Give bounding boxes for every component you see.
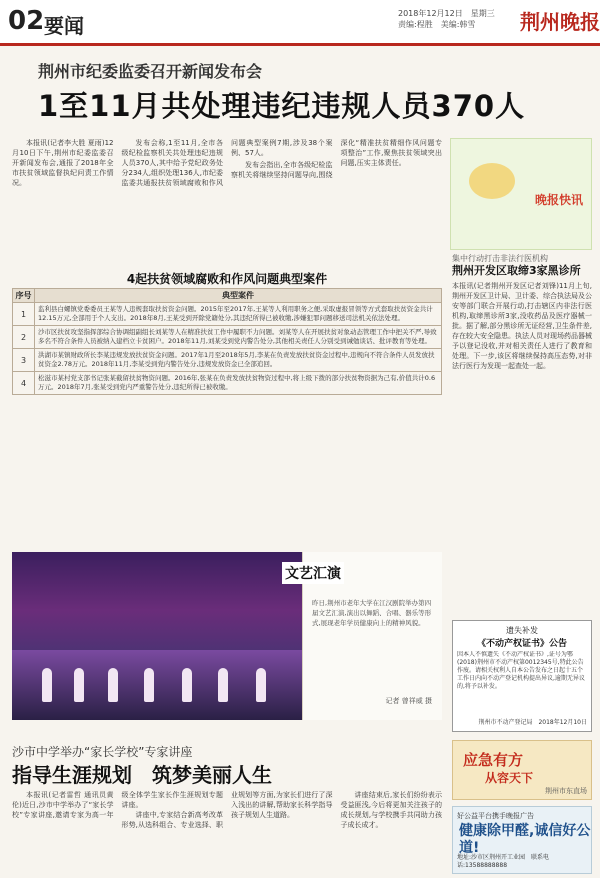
row-number: 4 (13, 372, 35, 395)
table-row (13, 349, 442, 372)
row-text: 松滋市某村党支部书记张某截留扶贫物资问题。2016年,张某在负责发放扶贫物资过程中,将上级下拨的部分扶贫物资据为己有,价值共计0.6万元。2018年7月,张某受到党内严重警告处分,违纪所得已被收缴。 (35, 372, 442, 395)
photo-title: 文艺汇演 (282, 562, 344, 584)
dancer-figure (256, 668, 266, 702)
newspaper-logo: 荆州晚报 (520, 10, 600, 34)
row-text: 沙市区扶贫攻坚指挥部综合协调组副组长刘某等人在精准扶贫工作中履职不力问题。刘某等人在开展扶贫对象动态管理工作中把关不严,导致多名不符合条件人员被纳入建档立卡贫困户。2018年11月,刘某受到党内警告处分,其他相关责任人分别受到诫勉谈话、批评教育等处理。 (35, 326, 442, 349)
date-line: 2018年12月12日 星期三 (398, 9, 495, 18)
lead-paragraph: 发布会指出,全市各级纪检监察机关将继续坚持问题导向,围绕深化“精准扶贫精细作风问题专项整治”工作,聚焦扶贫领域突出问题,压实主体责任。 (231, 139, 442, 179)
ad-top: 好公益平台携手晚报广告 (457, 812, 534, 820)
photo-caption: 昨日,荆州市老年大学在江汉剧院举办第四届文艺汇演,演出以舞蹈、合唱、器乐等形式,展现老年学员健康向上的精神风貌。 (312, 599, 432, 627)
brief-box (450, 138, 592, 250)
section-name: 要闻 (44, 14, 84, 38)
page-number: 02 (8, 6, 45, 36)
issue-meta (398, 8, 495, 30)
notice-top: 遗失补发 (506, 626, 538, 635)
dancer-figure (182, 668, 192, 702)
row-text: 监利县白螺镇党委委员王某等人违规套取扶贫资金问题。2015年至2017年,王某等人利用职务之便,采取虚报冒领等方式套取扶贫资金共计12.15万元,全部用于个人支出。2018年8月,王某受到开除党籍处分,其违纪所得已被收缴,涉嫌犯罪问题移送司法机关依法处理。 (35, 303, 442, 326)
notice-body: 因本人不慎遗失《不动产权证书》,证号为鄂(2018)荆州市不动产权第0012345号,特此公告作废。请相关权利人自本公告发布之日起十五个工作日内向不动产登记机构提出异议,逾期无异议的,将予以补发。 (457, 651, 585, 690)
lower-body (12, 790, 442, 874)
ad-health (452, 806, 592, 874)
lead-body (12, 138, 442, 256)
dancer-figure (144, 668, 154, 702)
row-number: 1 (13, 303, 35, 326)
row-text: 洪湖市某镇财政所长李某违规发放扶贫资金问题。2017年1月至2018年5月,李某在负责发放扶贫资金过程中,违规向不符合条件人员发放扶贫资金2.78万元。2018年11月,李某受到党内警告处分,违规发放资金已全部追回。 (35, 349, 442, 372)
notice-title: 《不动产权证书》公告 (476, 639, 567, 649)
lead-paragraph: 本报讯(记者李大胜 夏雨)12月10日下午,荆州市纪委监委召开新闻发布会,通报了2018年全市扶贫领域监督执纪问责工作情况。 (12, 139, 114, 187)
lower-headline: 指导生涯规划 筑梦美丽人生 (12, 763, 272, 787)
dancer-figure (218, 668, 228, 702)
ad-contact: 地址:沙市区荆州开工业园 联系电话:13588888888 (457, 854, 550, 869)
editor-line: 责编:程胜 美编:韩雪 (398, 20, 476, 29)
table-row (13, 303, 442, 326)
ad-line-1: 应急有方 (463, 751, 524, 769)
row-number: 3 (13, 349, 35, 372)
notice-footer: 荆州市不动产登记局 2018年12月10日 (478, 719, 587, 726)
dancer-figure (42, 668, 52, 702)
cases-table (12, 288, 442, 395)
row-number: 2 (13, 326, 35, 349)
lost-notice (452, 620, 592, 732)
lower-kicker: 沙市中学举办“家长学校”专家讲座 (12, 745, 193, 759)
stage-image (12, 650, 302, 720)
sun-illustration-icon (469, 163, 515, 199)
dancer-figure (74, 668, 84, 702)
dancer-figure (108, 668, 118, 702)
brief-title: 晚报快讯 (534, 193, 583, 207)
right-story-kicker: 集中行动打击非法行医机构 (452, 254, 548, 263)
masthead (0, 0, 600, 46)
table-row (13, 326, 442, 349)
table-header-case: 典型案件 (35, 289, 442, 303)
table-header-row (13, 289, 442, 303)
right-story-body: 本报讯(记者荆州开发区记者刘锋)11月上旬,荆州开发区卫计局、卫计委、综合执法局及公安等部门联合开展行动,打击辖区内非法行医机构,取缔黑诊所3家,没收药品及医疗器械一批。据了解,部分黑诊所无证经营,卫生条件差,存在较大安全隐患。执法人员对现场药品器械予以登记没收,并对相关责任人进行了教育和处理。下一步,该区将继续保持高压态势,对非法行医行为发现一起查处一起。 (452, 282, 592, 370)
lead-kicker: 荆州市纪委监委召开新闻发布会 (38, 62, 263, 81)
lead-headline: 1至11月共处理违纪违规人员370人 (38, 89, 526, 123)
performance-photo (12, 552, 442, 720)
table-row (13, 372, 442, 395)
table-title: 4起扶贫领域腐败和作风问题典型案件 (126, 272, 328, 286)
ad-emergency (452, 740, 592, 800)
table-header-no: 序号 (13, 289, 35, 303)
lower-paragraph: 本报讯(记者雷哲 通讯员黄伦)近日,沙市中学举办了“家长学校”专家讲座,邀请专家为高一年级全体学生家长作生涯规划专题讲座。 (12, 791, 223, 819)
right-story-headline: 荆州开发区取缔3家黑诊所 (452, 264, 581, 277)
lower-paragraph: 讲座中,专家结合新高考改革形势,从选科组合、专业选择、职业规划等方面,为家长们进行了深入浅出的讲解,帮助家长科学指导孩子规划人生道路。 (121, 791, 333, 829)
lead-paragraph: 发布会称,1至11月,全市各级纪检监察机关共处理违纪违规人员370人,其中给予党纪政务处分234人,组织处理136人,市纪委监委共通报扶贫领域腐败和作风问题典型案例7期,涉及38个案例、57人。 (121, 139, 333, 187)
ad-sponsor: 荆州市东直场 (545, 787, 587, 795)
ad-slogan: 健康除甲醛,诚信好公道! (459, 823, 591, 856)
ad-line-2: 从容天下 (485, 771, 534, 785)
photo-credit: 记者 曾祥威 摄 (385, 697, 432, 705)
lower-paragraph: 讲座结束后,家长们纷纷表示受益匪浅,今后将更加关注孩子的成长规划,与学校携手共同助力孩子成长成才。 (340, 791, 442, 829)
right-story (452, 254, 592, 571)
